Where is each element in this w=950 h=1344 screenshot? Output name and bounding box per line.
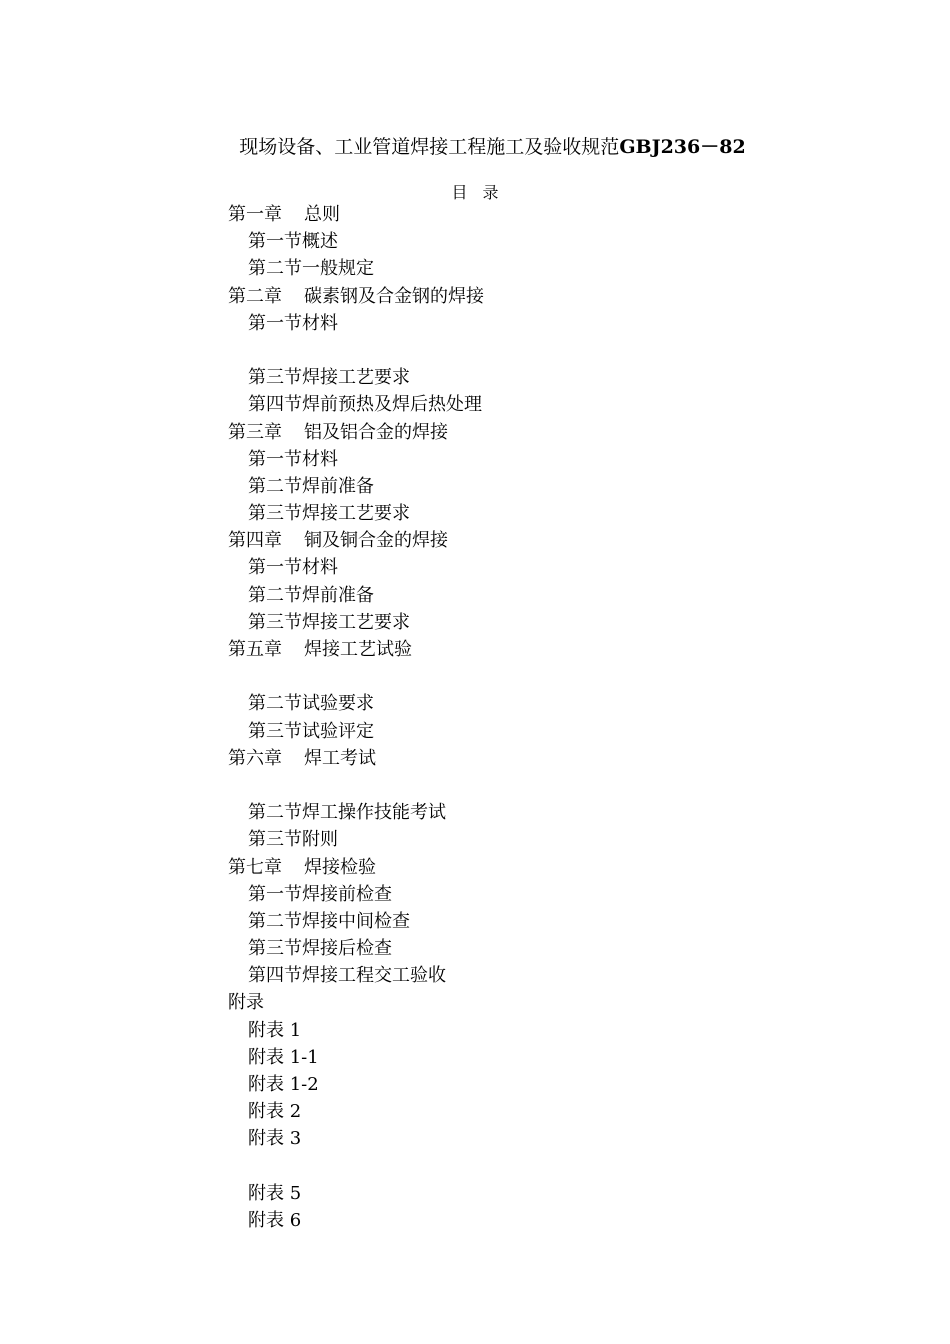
toc-section-title: 附表 3	[248, 1128, 302, 1150]
toc-section	[228, 473, 828, 500]
toc-section-title: 第四节焊前预热及焊后热处理	[248, 394, 482, 416]
toc-section-title: 第一节材料	[248, 448, 338, 470]
toc-chapter-title: 总则	[304, 204, 340, 225]
toc-chapter	[228, 419, 828, 446]
toc-section-title: 附表 6	[248, 1209, 302, 1231]
toc-chapter-title: 铜及铜合金的焊接	[304, 530, 448, 552]
toc-blank-line	[228, 1153, 828, 1180]
document-title	[0, 133, 950, 161]
toc-chapter	[228, 636, 828, 663]
toc-section-title: 第一节概述	[248, 231, 338, 253]
toc-chapter	[228, 989, 828, 1016]
toc-chapter	[228, 854, 828, 881]
toc-blank-line	[228, 663, 828, 690]
toc-chapter-title: 碳素钢及合金钢的焊接	[304, 285, 484, 307]
toc-chapter-number: 第五章	[228, 639, 282, 660]
toc-section	[228, 582, 828, 609]
toc-section	[228, 1125, 828, 1152]
toc-chapter-title: 焊接检验	[304, 856, 376, 878]
toc-chapter	[228, 745, 828, 772]
toc-section-title: 第一节材料	[248, 557, 338, 579]
toc-section-title: 附表 5	[248, 1182, 302, 1204]
toc-chapter-number: 第三章	[228, 421, 282, 443]
toc-section-title: 第二节焊前准备	[248, 584, 374, 606]
toc-section-title: 第二节焊前准备	[248, 475, 374, 497]
toc-section	[228, 446, 828, 473]
toc-section	[228, 881, 828, 908]
toc-chapter	[228, 527, 828, 554]
toc-section-title: 附表 1-2	[248, 1074, 319, 1095]
toc-section-title: 第三节焊接工艺要求	[248, 611, 410, 633]
toc-section	[228, 255, 828, 282]
toc-section	[228, 799, 828, 826]
toc-chapter-number: 第四章	[228, 530, 282, 552]
toc-section-title: 第三节焊接工艺要求	[248, 367, 410, 389]
toc-section	[228, 364, 828, 391]
document-title-text: 现场设备、工业管道焊接工程施工及验收规范	[239, 136, 620, 158]
toc-section	[228, 609, 828, 636]
toc-section	[228, 908, 828, 935]
toc-section-title: 附表 2	[248, 1101, 302, 1123]
toc-section	[228, 962, 828, 989]
toc-section	[228, 500, 828, 527]
toc-section-title: 第四节焊接工程交工验收	[248, 965, 446, 987]
toc-section-title: 第一节材料	[248, 312, 338, 334]
toc-section	[228, 718, 828, 745]
toc-section	[228, 1044, 828, 1071]
toc-chapter-number: 第七章	[228, 856, 282, 878]
toc-section-title: 第二节焊接中间检查	[248, 910, 410, 932]
toc-section	[228, 690, 828, 717]
toc-chapter-title: 铝及铝合金的焊接	[304, 421, 448, 443]
toc-chapter-title: 焊接工艺试验	[304, 639, 412, 660]
toc-section	[228, 554, 828, 581]
toc-section	[228, 1207, 828, 1234]
toc-section	[228, 1071, 828, 1098]
toc-section	[228, 935, 828, 962]
toc-section	[228, 391, 828, 418]
toc-section-title: 第三节焊接后检查	[248, 938, 392, 960]
toc-section-title: 附表 1-1	[248, 1046, 319, 1068]
toc-section	[228, 310, 828, 337]
toc-chapter-title: 附录	[228, 992, 264, 1014]
toc-section-title: 第三节焊接工艺要求	[248, 503, 410, 525]
toc-section-title: 第二节一般规定	[248, 258, 374, 280]
toc-chapter	[228, 283, 828, 310]
table-of-contents	[228, 201, 828, 1234]
toc-section	[228, 1180, 828, 1207]
toc-section	[228, 1098, 828, 1125]
toc-section-title: 附表 1	[248, 1019, 302, 1041]
toc-heading: 目 录	[451, 183, 499, 202]
toc-section-title: 第一节焊接前检查	[248, 883, 392, 905]
toc-chapter-number: 第二章	[228, 285, 282, 307]
toc-section	[228, 228, 828, 255]
toc-blank-line	[228, 772, 828, 799]
toc-section-title: 第二节焊工操作技能考试	[248, 802, 446, 824]
toc-section-title: 第二节试验要求	[248, 693, 374, 715]
toc-section-title: 第三节试验评定	[248, 720, 374, 742]
toc-section-title: 第三节附则	[248, 829, 338, 851]
toc-section	[228, 826, 828, 853]
toc-chapter-number: 第六章	[228, 747, 282, 769]
toc-section	[228, 1017, 828, 1044]
document-code: GBJ236－82	[619, 136, 746, 158]
toc-chapter-title: 焊工考试	[304, 747, 376, 769]
toc-blank-line	[228, 337, 828, 364]
toc-chapter	[228, 201, 828, 228]
toc-chapter-number: 第一章	[228, 204, 282, 225]
